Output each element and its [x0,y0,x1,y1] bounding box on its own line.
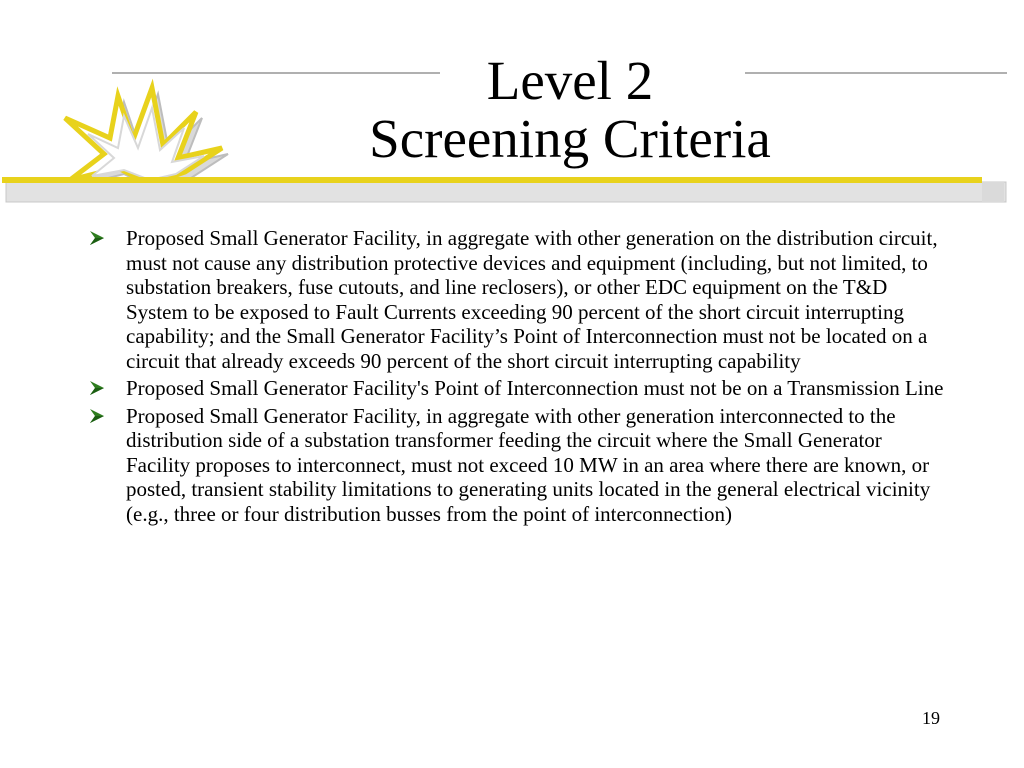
bullet-text: Proposed Small Generator Facility, in aggregate with other generation on the distribution circuit, must not cause any distribution protective devices and equipment (including, but not limited, to substation breakers, fuse cutouts, and line reclosers), or other EDC equipment on the T&D System to be exposed to Fault Currents exceeding 90 percent of the short circuit interrupting capability; and the Small Generator Facility’s Point of Interconnection must not be located on a circuit that already exceeds 90 percent of the short circuit interrupting capability [126,226,938,373]
bullet-list [87,226,947,529]
arrow-bullet-icon [89,408,105,424]
page-number: 19 [922,708,940,728]
bullet-text: Proposed Small Generator Facility's Point of Interconnection must not be on a Transmission Line [126,376,944,400]
arrow-bullet-icon [89,230,105,246]
bullet-item [87,404,947,527]
slide-title [250,52,890,168]
title-line-1: Level 2 [486,50,654,111]
yellow-band-shadow [6,182,1006,202]
bullet-item [87,226,947,373]
bullet-text: Proposed Small Generator Facility, in aggregate with other generation interconnected to the distribution side of a substation transformer feeding the circuit where the Small Generator Facility proposes to interconnect, must not exceed 10 MW in an area where there are known, or posted, transient stability limitations to generating units located in the general electrical vicinity (e.g., three or four distribution busses from the point of interconnection) [126,403,931,526]
arrow-bullet-icon [89,380,105,396]
bullet-item [87,376,947,401]
title-line-2: Screening Criteria [369,108,771,169]
yellow-band-right-cap [982,182,1004,202]
yellow-band [2,177,982,183]
